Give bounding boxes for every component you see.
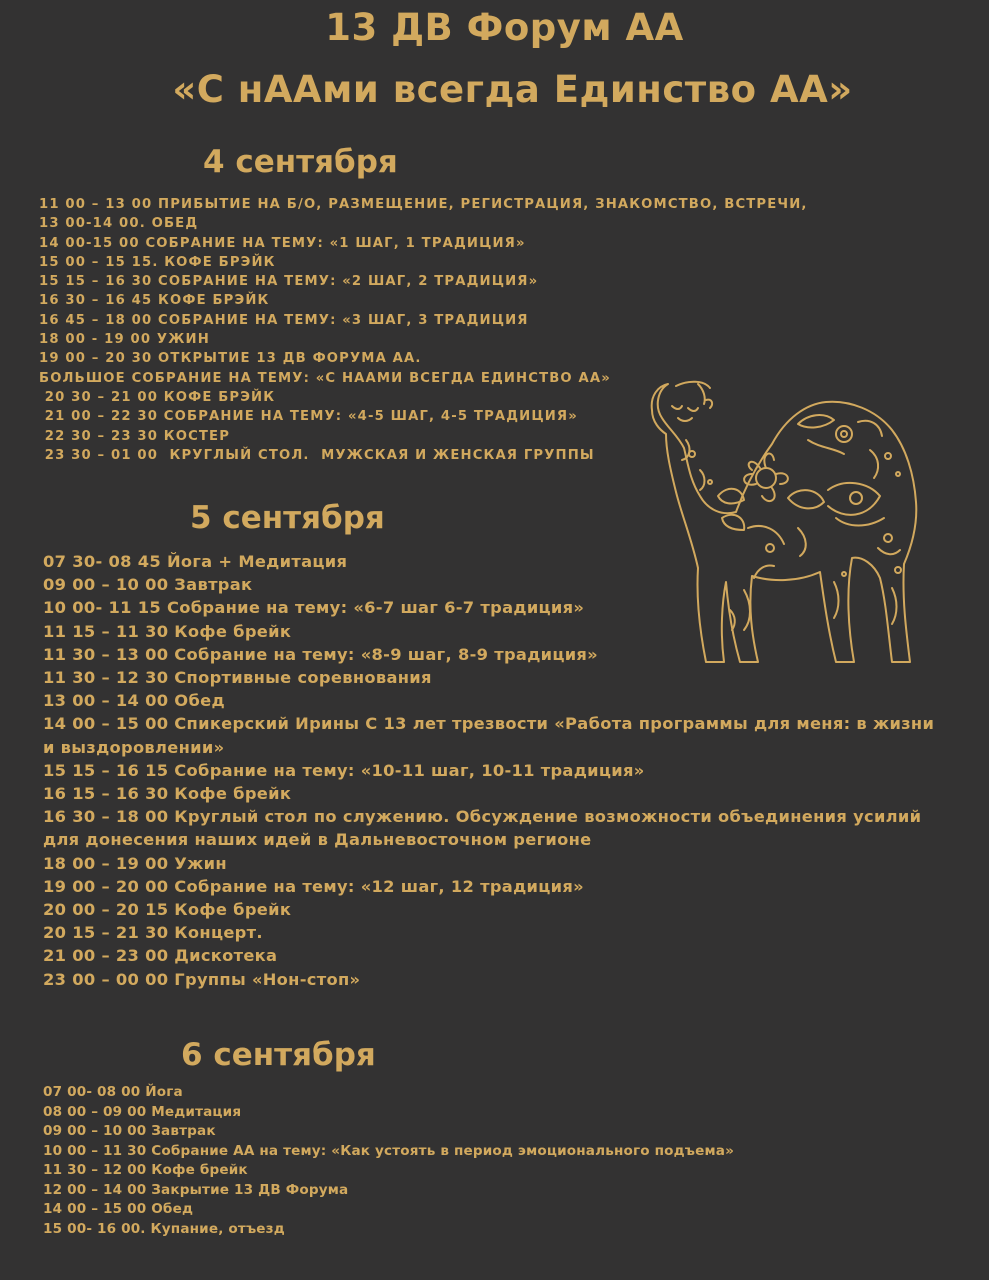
schedule-item: 20 15 – 21 30 Концерт. <box>43 923 263 943</box>
schedule-item: 18 00 - 19 00 УЖИН <box>39 332 210 348</box>
schedule-item: БОЛЬШОЕ СОБРАНИЕ НА ТЕМУ: «С НААМИ ВСЕГДА ЕДИНСТВО АА» <box>39 370 611 386</box>
schedule-item: 11 30 – 12 00 Кофе брейк <box>43 1162 248 1178</box>
schedule-item: 11 15 – 11 30 Кофе брейк <box>43 621 292 641</box>
schedule-list-sep-6 <box>43 1083 734 1239</box>
schedule-item: 22 30 – 23 30 КОСТЕР <box>39 428 231 444</box>
schedule-item: 15 00 – 15 15. КОФЕ БРЭЙК <box>39 254 276 270</box>
schedule-item: 11 00 – 13 00 ПРИБЫТИЕ НА Б/О, РАЗМЕЩЕНИЕ, РЕГИСТРАЦИЯ, ЗНАКОМСТВО, ВСТРЕЧИ, <box>39 197 808 212</box>
schedule-item: 10 00- 11 15 Собрание на тему: «6-7 шаг 6-7 традиция» <box>43 598 585 618</box>
schedule-item: 16 30 – 16 45 КОФЕ БРЭЙК <box>39 293 270 309</box>
schedule-item: 12 00 – 14 00 Закрытие 13 ДВ Форума <box>43 1181 349 1198</box>
schedule-item: 13 00 – 14 00 Обед <box>43 691 225 711</box>
schedule-item: 11 30 – 13 00 Собрание на тему: «8-9 шаг, 8-9 традиция» <box>43 644 599 664</box>
schedule-item: 16 15 – 16 30 Кофе брейк <box>43 784 292 804</box>
schedule-item: 07 00- 08 00 Йога <box>43 1084 183 1100</box>
page-subtitle: «С нААми всегда Единство АА» <box>172 68 853 111</box>
schedule-item: 15 15 – 16 30 СОБРАНИЕ НА ТЕМУ: «2 ШАГ, 2 ТРАДИЦИЯ» <box>39 274 539 290</box>
page-title: 13 ДВ Форум АА <box>325 6 684 49</box>
schedule-item: 11 30 – 12 30 Спортивные соревнования <box>43 668 432 688</box>
schedule-item: 19 00 – 20 00 Собрание на тему: «12 шаг, 12 традиция» <box>43 876 584 896</box>
schedule-item: 14 00 – 15 00 Обед <box>43 1201 194 1217</box>
day-heading-sep-4: 4 сентября <box>203 144 398 180</box>
schedule-item: 21 00 – 22 30 СОБРАНИЕ НА ТЕМУ: «4-5 ШАГ, 4-5 ТРАДИЦИЯ» <box>39 409 578 425</box>
schedule-item: 16 45 – 18 00 СОБРАНИЕ НА ТЕМУ: «3 ШАГ, 3 ТРАДИЦИЯ <box>39 312 529 328</box>
schedule-item: 20 00 – 20 15 Кофе брейк <box>43 900 292 920</box>
day-heading-sep-6: 6 сентября <box>181 1037 376 1073</box>
schedule-item: 15 00- 16 00. Купание, отъезд <box>43 1220 285 1237</box>
schedule-item: 18 00 – 19 00 Ужин <box>43 853 227 873</box>
schedule-item: 14 00-15 00 СОБРАНИЕ НА ТЕМУ: «1 ШАГ, 1 ТРАДИЦИЯ» <box>39 235 526 251</box>
schedule-item: 21 00 – 23 00 Дискотека <box>43 946 278 966</box>
schedule-item: 09 00 – 10 00 Завтрак <box>43 1123 216 1139</box>
schedule-item: 14 00 – 15 00 Спикерский Ирины С 13 лет трезвости «Работа программы для меня: в жизни и выздоровлении» <box>43 714 935 757</box>
schedule-list-sep-5 <box>43 550 943 991</box>
schedule-item: 19 00 – 20 30 ОТКРЫТИЕ 13 ДВ ФОРУМА АА. <box>39 351 422 367</box>
schedule-item: 09 00 – 10 00 Завтрак <box>43 575 253 595</box>
schedule-item: 07 30- 08 45 Йога + Медитация <box>43 552 348 571</box>
schedule-item: 13 00-14 00. ОБЕД <box>39 216 199 232</box>
schedule-item: 16 30 – 18 00 Круглый стол по служению. Обсуждение возможности объединения усилий для донесения наших идей в Дальневосточном регионе <box>43 807 922 850</box>
schedule-item: 10 00 – 11 30 Собрание АА на тему: «Как устоять в период эмоционального подъема» <box>43 1142 735 1159</box>
day-heading-sep-5: 5 сентября <box>190 500 385 536</box>
schedule-item: 23 30 – 01 00 КРУГЛЫЙ СТОЛ. МУЖСКАЯ И ЖЕНСКАЯ ГРУППЫ <box>39 447 595 463</box>
schedule-item: 08 00 – 09 00 Медитация <box>43 1103 242 1120</box>
schedule-item: 23 00 – 00 00 Группы «Нон-стоп» <box>43 969 361 989</box>
schedule-item: 15 15 – 16 15 Собрание на тему: «10-11 шаг, 10-11 традиция» <box>43 760 645 780</box>
schedule-item: 20 30 – 21 00 КОФЕ БРЭЙК <box>39 389 276 405</box>
